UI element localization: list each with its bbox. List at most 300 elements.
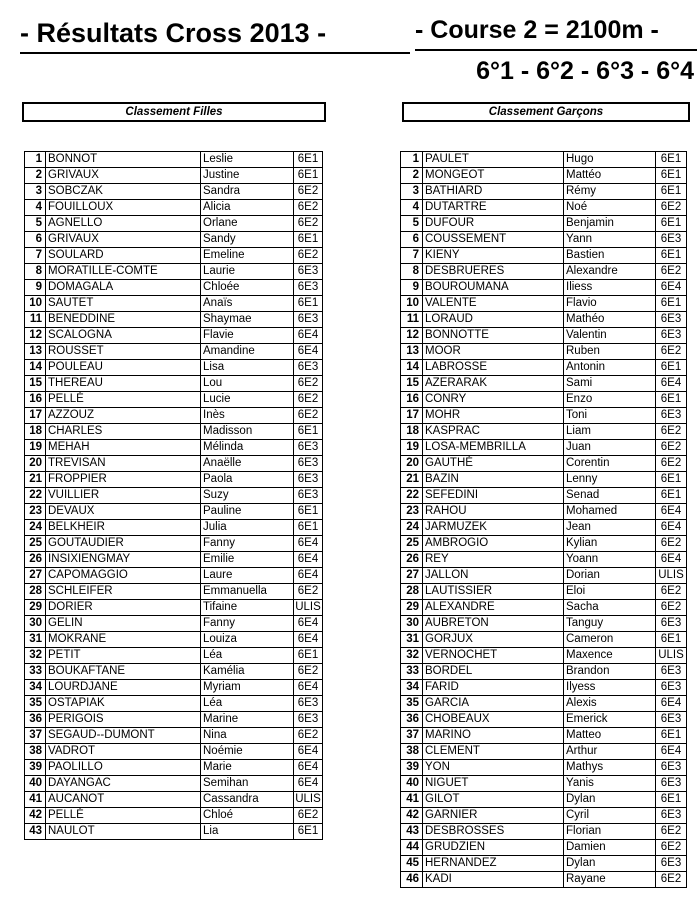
table-row bbox=[25, 216, 323, 232]
firstname-cell: Mathys bbox=[564, 760, 656, 776]
table-row bbox=[401, 776, 687, 792]
firstname-cell: Valentin bbox=[564, 328, 656, 344]
firstname-cell: Bastien bbox=[564, 248, 656, 264]
rank-cell: 17 bbox=[401, 408, 423, 424]
firstname-cell: Fanny bbox=[201, 536, 294, 552]
table-row bbox=[401, 328, 687, 344]
lastname-cell: FOUILLOUX bbox=[46, 200, 201, 216]
lastname-cell: BOUKAFTANE bbox=[46, 664, 201, 680]
table-row bbox=[25, 456, 323, 472]
firstname-cell: Semihan bbox=[201, 776, 294, 792]
firstname-cell: Ilyess bbox=[564, 680, 656, 696]
class-cell: 6E1 bbox=[656, 392, 687, 408]
firstname-cell: Juan bbox=[564, 440, 656, 456]
table-row bbox=[25, 808, 323, 824]
rank-cell: 19 bbox=[25, 440, 46, 456]
rank-cell: 10 bbox=[401, 296, 423, 312]
class-cell: 6E2 bbox=[656, 824, 687, 840]
firstname-cell: Cameron bbox=[564, 632, 656, 648]
class-cell: 6E2 bbox=[656, 440, 687, 456]
firstname-cell: Myriam bbox=[201, 680, 294, 696]
firstname-cell: Suzy bbox=[201, 488, 294, 504]
rank-cell: 40 bbox=[401, 776, 423, 792]
table-row bbox=[401, 712, 687, 728]
girls-ranking-heading: Classement Filles bbox=[22, 102, 326, 122]
firstname-cell: Cassandra bbox=[201, 792, 294, 808]
table-row bbox=[401, 360, 687, 376]
class-cell: 6E3 bbox=[656, 856, 687, 872]
rank-cell: 36 bbox=[401, 712, 423, 728]
table-row bbox=[25, 152, 323, 168]
table-row bbox=[401, 840, 687, 856]
rank-cell: 36 bbox=[25, 712, 46, 728]
class-cell: 6E2 bbox=[656, 600, 687, 616]
firstname-cell: Léa bbox=[201, 648, 294, 664]
class-cell: 6E1 bbox=[294, 424, 323, 440]
class-cell: 6E1 bbox=[294, 504, 323, 520]
rank-cell: 26 bbox=[401, 552, 423, 568]
class-cell: 6E1 bbox=[656, 728, 687, 744]
class-cell: 6E3 bbox=[294, 472, 323, 488]
rank-cell: 29 bbox=[401, 600, 423, 616]
table-row bbox=[25, 232, 323, 248]
table-row bbox=[401, 232, 687, 248]
lastname-cell: JARMUZEK bbox=[423, 520, 564, 536]
table-row bbox=[401, 552, 687, 568]
firstname-cell: Nina bbox=[201, 728, 294, 744]
firstname-cell: Madisson bbox=[201, 424, 294, 440]
class-cell: 6E1 bbox=[656, 152, 687, 168]
lastname-cell: YON bbox=[423, 760, 564, 776]
boys-ranking-heading: Classement Garçons bbox=[402, 102, 690, 122]
rank-cell: 1 bbox=[401, 152, 423, 168]
rank-cell: 1 bbox=[25, 152, 46, 168]
rank-cell: 42 bbox=[25, 808, 46, 824]
lastname-cell: THEREAU bbox=[46, 376, 201, 392]
rank-cell: 13 bbox=[25, 344, 46, 360]
firstname-cell: Florian bbox=[564, 824, 656, 840]
firstname-cell: Dylan bbox=[564, 856, 656, 872]
rank-cell: 33 bbox=[25, 664, 46, 680]
rank-cell: 18 bbox=[401, 424, 423, 440]
table-row bbox=[401, 520, 687, 536]
class-cell: 6E3 bbox=[656, 232, 687, 248]
rank-cell: 37 bbox=[401, 728, 423, 744]
class-cell: 6E3 bbox=[656, 680, 687, 696]
class-cell: 6E2 bbox=[656, 424, 687, 440]
rank-cell: 13 bbox=[401, 344, 423, 360]
boys-ranking-table bbox=[400, 151, 687, 888]
lastname-cell: GRUDZIEN bbox=[423, 840, 564, 856]
table-row bbox=[25, 376, 323, 392]
table-row bbox=[25, 392, 323, 408]
table-row bbox=[25, 360, 323, 376]
firstname-cell: Sandy bbox=[201, 232, 294, 248]
class-cell: 6E1 bbox=[294, 296, 323, 312]
table-row bbox=[25, 424, 323, 440]
firstname-cell: Léa bbox=[201, 696, 294, 712]
firstname-cell: Lia bbox=[201, 824, 294, 840]
table-row bbox=[25, 728, 323, 744]
lastname-cell: DEVAUX bbox=[46, 504, 201, 520]
table-row bbox=[25, 712, 323, 728]
lastname-cell: PAOLILLO bbox=[46, 760, 201, 776]
firstname-cell: Lenny bbox=[564, 472, 656, 488]
class-cell: 6E4 bbox=[294, 328, 323, 344]
class-cell: 6E1 bbox=[294, 824, 323, 840]
rank-cell: 27 bbox=[401, 568, 423, 584]
rank-cell: 33 bbox=[401, 664, 423, 680]
firstname-cell: Flavio bbox=[564, 296, 656, 312]
rank-cell: 41 bbox=[401, 792, 423, 808]
class-cell: 6E2 bbox=[294, 408, 323, 424]
table-row bbox=[401, 392, 687, 408]
table-row bbox=[401, 536, 687, 552]
table-row bbox=[25, 680, 323, 696]
rank-cell: 34 bbox=[25, 680, 46, 696]
firstname-cell: Eloi bbox=[564, 584, 656, 600]
class-cell: 6E2 bbox=[656, 264, 687, 280]
rank-cell: 14 bbox=[25, 360, 46, 376]
firstname-cell: Tifaine bbox=[201, 600, 294, 616]
lastname-cell: FROPPIER bbox=[46, 472, 201, 488]
rank-cell: 21 bbox=[25, 472, 46, 488]
class-cell: 6E4 bbox=[656, 552, 687, 568]
table-row bbox=[401, 312, 687, 328]
rank-cell: 8 bbox=[25, 264, 46, 280]
table-row bbox=[401, 504, 687, 520]
firstname-cell: Enzo bbox=[564, 392, 656, 408]
firstname-cell: Chloée bbox=[201, 280, 294, 296]
lastname-cell: MEHAH bbox=[46, 440, 201, 456]
class-cell: 6E3 bbox=[294, 360, 323, 376]
firstname-cell: Inès bbox=[201, 408, 294, 424]
table-row bbox=[25, 648, 323, 664]
table-row bbox=[25, 632, 323, 648]
class-cell: 6E2 bbox=[656, 872, 687, 888]
lastname-cell: POULEAU bbox=[46, 360, 201, 376]
class-cell: 6E4 bbox=[656, 520, 687, 536]
rank-cell: 5 bbox=[25, 216, 46, 232]
class-cell: 6E2 bbox=[656, 840, 687, 856]
course-title: - Course 2 = 2100m - bbox=[415, 13, 697, 51]
table-row bbox=[25, 248, 323, 264]
firstname-cell: Liam bbox=[564, 424, 656, 440]
table-row bbox=[401, 744, 687, 760]
rank-cell: 30 bbox=[401, 616, 423, 632]
class-cell: 6E3 bbox=[656, 616, 687, 632]
table-row bbox=[25, 600, 323, 616]
rank-cell: 15 bbox=[25, 376, 46, 392]
class-cell: 6E3 bbox=[656, 808, 687, 824]
firstname-cell: Alexis bbox=[564, 696, 656, 712]
lastname-cell: BAZIN bbox=[423, 472, 564, 488]
class-cell: 6E2 bbox=[294, 376, 323, 392]
rank-cell: 15 bbox=[401, 376, 423, 392]
class-cell: 6E1 bbox=[656, 168, 687, 184]
rank-cell: 35 bbox=[401, 696, 423, 712]
class-cell: 6E3 bbox=[294, 712, 323, 728]
class-cell: 6E4 bbox=[656, 744, 687, 760]
class-cell: 6E4 bbox=[656, 504, 687, 520]
table-row bbox=[401, 168, 687, 184]
rank-cell: 20 bbox=[25, 456, 46, 472]
class-cell: 6E4 bbox=[294, 552, 323, 568]
class-cell: 6E1 bbox=[294, 168, 323, 184]
class-cell: 6E3 bbox=[294, 488, 323, 504]
rank-cell: 25 bbox=[401, 536, 423, 552]
rank-cell: 22 bbox=[401, 488, 423, 504]
class-cell: 6E2 bbox=[294, 664, 323, 680]
firstname-cell: Sami bbox=[564, 376, 656, 392]
table-row bbox=[25, 488, 323, 504]
rank-cell: 32 bbox=[25, 648, 46, 664]
lastname-cell: VERNOCHET bbox=[423, 648, 564, 664]
rank-cell: 41 bbox=[25, 792, 46, 808]
class-cell: 6E4 bbox=[656, 376, 687, 392]
rank-cell: 12 bbox=[401, 328, 423, 344]
lastname-cell: COUSSEMENT bbox=[423, 232, 564, 248]
table-row bbox=[401, 456, 687, 472]
lastname-cell: PERIGOIS bbox=[46, 712, 201, 728]
rank-cell: 19 bbox=[401, 440, 423, 456]
lastname-cell: DUFOUR bbox=[423, 216, 564, 232]
class-cell: 6E1 bbox=[656, 184, 687, 200]
lastname-cell: GARCIA bbox=[423, 696, 564, 712]
firstname-cell: Laure bbox=[201, 568, 294, 584]
class-cell: ULIS bbox=[294, 600, 323, 616]
rank-cell: 10 bbox=[25, 296, 46, 312]
class-cell: 6E1 bbox=[656, 360, 687, 376]
class-cell: 6E4 bbox=[294, 616, 323, 632]
firstname-cell: Orlane bbox=[201, 216, 294, 232]
lastname-cell: BATHIARD bbox=[423, 184, 564, 200]
lastname-cell: GRIVAUX bbox=[46, 168, 201, 184]
lastname-cell: GILOT bbox=[423, 792, 564, 808]
rank-cell: 3 bbox=[25, 184, 46, 200]
rank-cell: 14 bbox=[401, 360, 423, 376]
lastname-cell: KADI bbox=[423, 872, 564, 888]
rank-cell: 11 bbox=[25, 312, 46, 328]
lastname-cell: CHARLES bbox=[46, 424, 201, 440]
firstname-cell: Chloé bbox=[201, 808, 294, 824]
lastname-cell: DESBRUERES bbox=[423, 264, 564, 280]
table-row bbox=[25, 280, 323, 296]
firstname-cell: Hugo bbox=[564, 152, 656, 168]
class-cell: 6E1 bbox=[294, 232, 323, 248]
table-row bbox=[25, 344, 323, 360]
firstname-cell: Emilie bbox=[201, 552, 294, 568]
rank-cell: 6 bbox=[25, 232, 46, 248]
firstname-cell: Cyril bbox=[564, 808, 656, 824]
table-row bbox=[401, 216, 687, 232]
classes-subtitle: 6°1 - 6°2 - 6°3 - 6°4 bbox=[476, 57, 694, 85]
rank-cell: 3 bbox=[401, 184, 423, 200]
rank-cell: 44 bbox=[401, 840, 423, 856]
table-row bbox=[25, 520, 323, 536]
rank-cell: 27 bbox=[25, 568, 46, 584]
lastname-cell: MOOR bbox=[423, 344, 564, 360]
table-row bbox=[25, 584, 323, 600]
lastname-cell: PETIT bbox=[46, 648, 201, 664]
rank-cell: 39 bbox=[401, 760, 423, 776]
class-cell: 6E3 bbox=[294, 264, 323, 280]
rank-cell: 31 bbox=[25, 632, 46, 648]
rank-cell: 24 bbox=[401, 520, 423, 536]
lastname-cell: KIENY bbox=[423, 248, 564, 264]
rank-cell: 12 bbox=[25, 328, 46, 344]
lastname-cell: BONNOTTE bbox=[423, 328, 564, 344]
firstname-cell: Corentin bbox=[564, 456, 656, 472]
lastname-cell: GAUTHÉ bbox=[423, 456, 564, 472]
rank-cell: 37 bbox=[25, 728, 46, 744]
lastname-cell: MOHR bbox=[423, 408, 564, 424]
rank-cell: 18 bbox=[25, 424, 46, 440]
rank-cell: 9 bbox=[401, 280, 423, 296]
table-row bbox=[25, 184, 323, 200]
rank-cell: 23 bbox=[25, 504, 46, 520]
lastname-cell: SEFEDINI bbox=[423, 488, 564, 504]
firstname-cell: Yanis bbox=[564, 776, 656, 792]
class-cell: 6E3 bbox=[656, 664, 687, 680]
lastname-cell: SCHLEIFER bbox=[46, 584, 201, 600]
firstname-cell: Amandine bbox=[201, 344, 294, 360]
rank-cell: 34 bbox=[401, 680, 423, 696]
lastname-cell: DORIER bbox=[46, 600, 201, 616]
firstname-cell: Fanny bbox=[201, 616, 294, 632]
lastname-cell: TREVISAN bbox=[46, 456, 201, 472]
lastname-cell: GARNIER bbox=[423, 808, 564, 824]
table-row bbox=[25, 824, 323, 840]
rank-cell: 7 bbox=[401, 248, 423, 264]
firstname-cell: Shaymae bbox=[201, 312, 294, 328]
rank-cell: 2 bbox=[25, 168, 46, 184]
table-row bbox=[401, 488, 687, 504]
class-cell: 6E3 bbox=[294, 280, 323, 296]
rank-cell: 26 bbox=[25, 552, 46, 568]
rank-cell: 20 bbox=[401, 456, 423, 472]
table-row bbox=[401, 856, 687, 872]
class-cell: 6E4 bbox=[656, 696, 687, 712]
lastname-cell: MOKRANE bbox=[46, 632, 201, 648]
lastname-cell: LOSA-MEMBRILLA bbox=[423, 440, 564, 456]
table-row bbox=[25, 168, 323, 184]
firstname-cell: Mattéo bbox=[564, 168, 656, 184]
firstname-cell: Iliess bbox=[564, 280, 656, 296]
rank-cell: 9 bbox=[25, 280, 46, 296]
table-row bbox=[401, 760, 687, 776]
lastname-cell: DESBROSSES bbox=[423, 824, 564, 840]
class-cell: 6E3 bbox=[294, 312, 323, 328]
lastname-cell: OSTAPIAK bbox=[46, 696, 201, 712]
rank-cell: 16 bbox=[401, 392, 423, 408]
table-row bbox=[401, 376, 687, 392]
class-cell: 6E4 bbox=[294, 744, 323, 760]
firstname-cell: Dorian bbox=[564, 568, 656, 584]
table-row bbox=[25, 568, 323, 584]
lastname-cell: SCALOGNA bbox=[46, 328, 201, 344]
lastname-cell: NIGUET bbox=[423, 776, 564, 792]
rank-cell: 45 bbox=[401, 856, 423, 872]
lastname-cell: BENEDDINE bbox=[46, 312, 201, 328]
class-cell: 6E2 bbox=[656, 200, 687, 216]
class-cell: 6E2 bbox=[294, 184, 323, 200]
firstname-cell: Matteo bbox=[564, 728, 656, 744]
class-cell: 6E1 bbox=[294, 520, 323, 536]
firstname-cell: Emeline bbox=[201, 248, 294, 264]
firstname-cell: Noémie bbox=[201, 744, 294, 760]
table-row bbox=[25, 552, 323, 568]
rank-cell: 40 bbox=[25, 776, 46, 792]
class-cell: 6E2 bbox=[294, 392, 323, 408]
firstname-cell: Leslie bbox=[201, 152, 294, 168]
rank-cell: 43 bbox=[25, 824, 46, 840]
rank-cell: 42 bbox=[401, 808, 423, 824]
firstname-cell: Tanguy bbox=[564, 616, 656, 632]
firstname-cell: Marie bbox=[201, 760, 294, 776]
class-cell: 6E1 bbox=[656, 296, 687, 312]
rank-cell: 6 bbox=[401, 232, 423, 248]
firstname-cell: Lou bbox=[201, 376, 294, 392]
table-row bbox=[401, 792, 687, 808]
rank-cell: 11 bbox=[401, 312, 423, 328]
table-row bbox=[401, 728, 687, 744]
lastname-cell: SOBCZAK bbox=[46, 184, 201, 200]
lastname-cell: SAUTET bbox=[46, 296, 201, 312]
class-cell: 6E3 bbox=[656, 776, 687, 792]
firstname-cell: Yoann bbox=[564, 552, 656, 568]
rank-cell: 4 bbox=[25, 200, 46, 216]
table-row bbox=[401, 600, 687, 616]
table-row bbox=[25, 776, 323, 792]
class-cell: 6E2 bbox=[294, 808, 323, 824]
class-cell: 6E1 bbox=[656, 472, 687, 488]
class-cell: 6E3 bbox=[656, 760, 687, 776]
firstname-cell: Senad bbox=[564, 488, 656, 504]
class-cell: 6E1 bbox=[656, 248, 687, 264]
rank-cell: 43 bbox=[401, 824, 423, 840]
lastname-cell: FARID bbox=[423, 680, 564, 696]
girls-ranking-table bbox=[24, 151, 323, 840]
firstname-cell: Lisa bbox=[201, 360, 294, 376]
lastname-cell: DAYANGAC bbox=[46, 776, 201, 792]
lastname-cell: CONRY bbox=[423, 392, 564, 408]
table-row bbox=[401, 200, 687, 216]
lastname-cell: RAHOU bbox=[423, 504, 564, 520]
lastname-cell: AUCANOT bbox=[46, 792, 201, 808]
table-row bbox=[401, 696, 687, 712]
class-cell: 6E3 bbox=[294, 696, 323, 712]
class-cell: 6E3 bbox=[656, 712, 687, 728]
table-row bbox=[401, 184, 687, 200]
rank-cell: 21 bbox=[401, 472, 423, 488]
firstname-cell: Louiza bbox=[201, 632, 294, 648]
firstname-cell: Mélinda bbox=[201, 440, 294, 456]
table-row bbox=[401, 872, 687, 888]
firstname-cell: Marine bbox=[201, 712, 294, 728]
firstname-cell: Rayane bbox=[564, 872, 656, 888]
lastname-cell: AGNELLO bbox=[46, 216, 201, 232]
firstname-cell: Rémy bbox=[564, 184, 656, 200]
table-row bbox=[25, 696, 323, 712]
table-row bbox=[25, 536, 323, 552]
table-row bbox=[401, 664, 687, 680]
lastname-cell: MORATILLE-COMTE bbox=[46, 264, 201, 280]
firstname-cell: Yann bbox=[564, 232, 656, 248]
class-cell: 6E4 bbox=[294, 760, 323, 776]
class-cell: 6E2 bbox=[294, 728, 323, 744]
rank-cell: 17 bbox=[25, 408, 46, 424]
